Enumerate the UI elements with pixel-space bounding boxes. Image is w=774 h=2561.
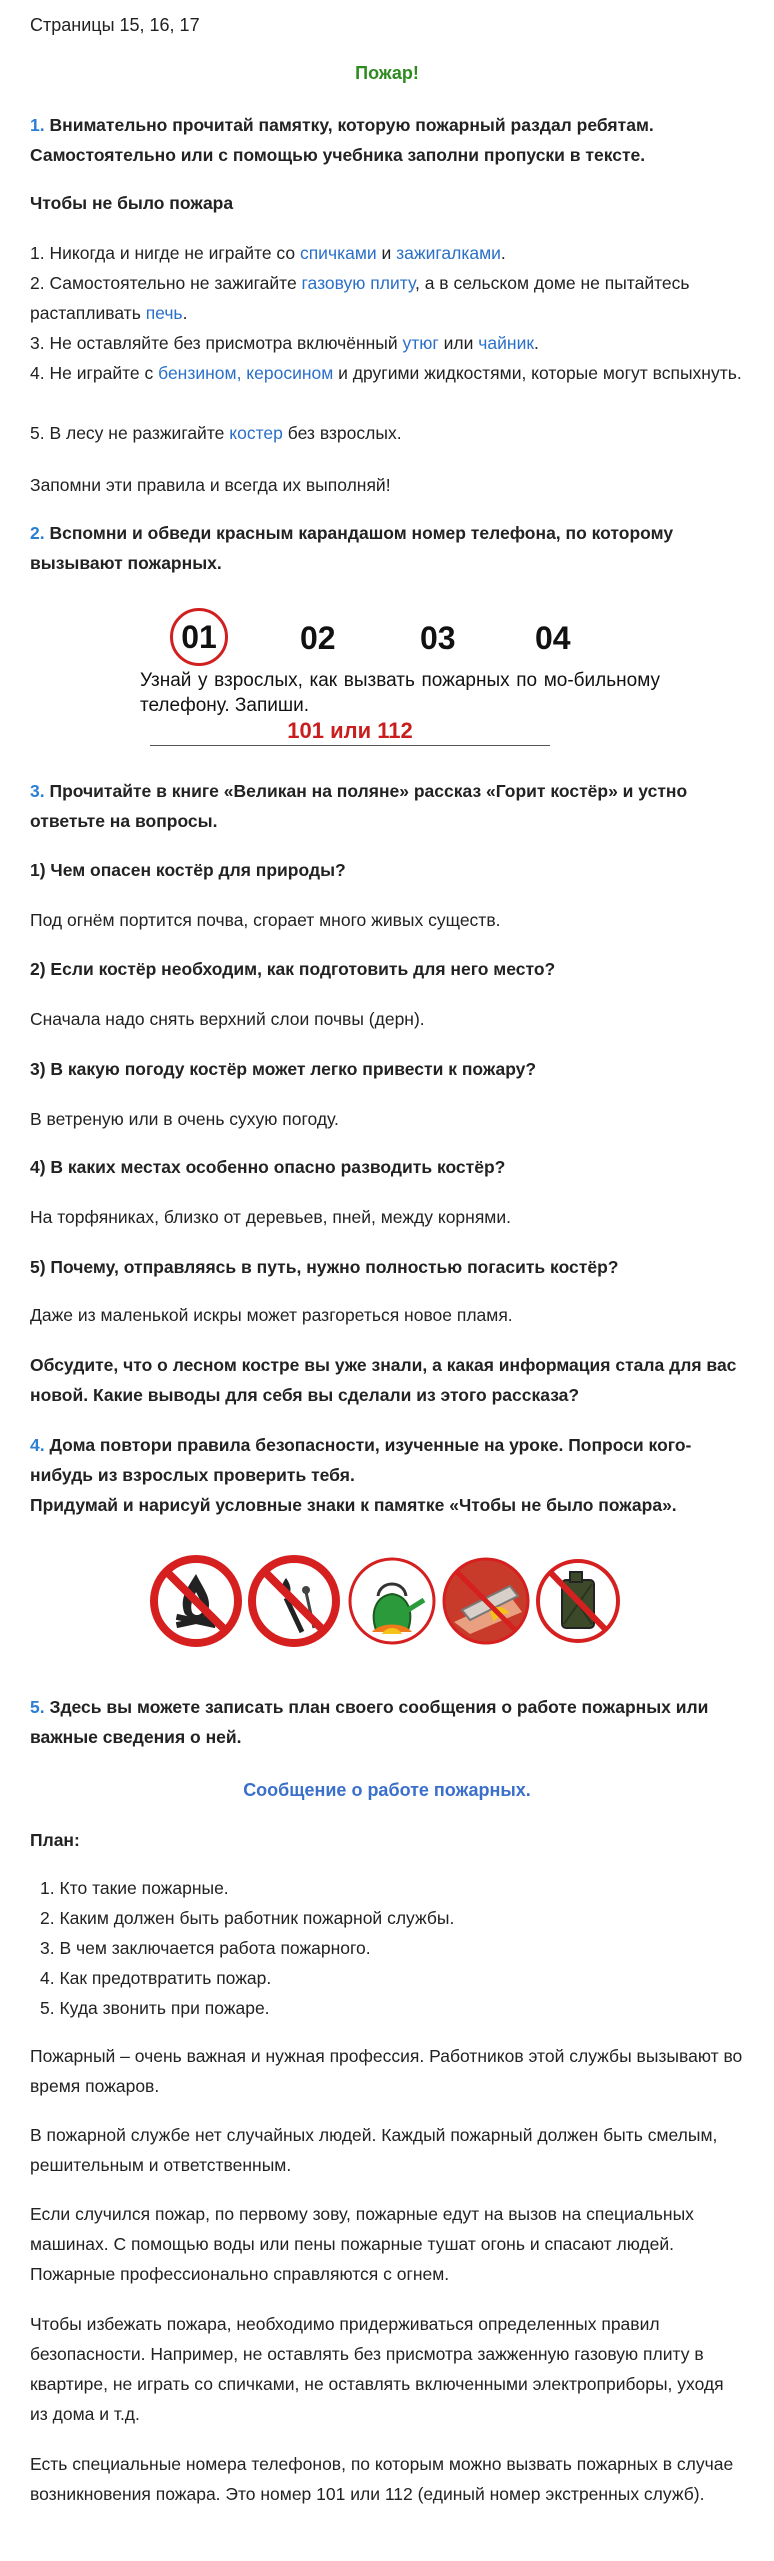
no-campfire-icon — [150, 1552, 242, 1650]
answer-5: Даже из маленькой искры может разгореться новое пламя. — [30, 1305, 513, 1325]
plan-item: 4. Как предотвратить пожар. — [40, 1968, 272, 1988]
rule-1-text-b: и — [376, 243, 397, 263]
task5-text: Здесь вы можете записать план своего сообщения о работе пожарных или важные сведения о ней. — [30, 1697, 709, 1747]
paragraph-1: Пожарный – очень важная и нужная профессия. Работников этой службы вызывают во время пожаров. — [30, 2046, 743, 2096]
iron-warning-icon — [440, 1552, 532, 1650]
pages-label: Страницы 15, 16, 17 — [30, 15, 200, 35]
task4-number: 4. — [30, 1435, 45, 1455]
task2-instruction — [30, 518, 744, 578]
memo-title: Чтобы не было пожара — [30, 193, 234, 213]
task1-number: 1. — [30, 115, 45, 135]
no-fuel-canister-icon — [534, 1552, 622, 1650]
remember-line: Запомни эти правила и всегда их выполняй! — [30, 475, 391, 495]
rule-1-text-a: 1. Никогда и нигде не играйте со — [30, 243, 300, 263]
task5-instruction — [30, 1692, 744, 1752]
rule-5 — [30, 418, 744, 448]
task3-text: Прочитайте в книге «Великан на поляне» рассказ «Горит костёр» и устно ответьте на вопросы. — [30, 781, 688, 831]
plan-item: 2. Каким должен быть работник пожарной службы. — [40, 1908, 455, 1928]
mobile-hint: Узнай у взрослых, как вызвать пожарных по мо-бильному телефону. Запиши. — [140, 670, 660, 716]
rule-3-text-b: или — [438, 333, 479, 353]
paragraph-3: Если случился пожар, по первому зову, пожарные едут на вызов на специальных машинах. С помощью воды или пены пожарные тушат огонь и спасают людей. Пожарные профессионально справляются с огнем. — [30, 2204, 694, 2284]
rule-4 — [30, 358, 744, 388]
plan-item: 3. В чем заключается работа пожарного. — [40, 1938, 371, 1958]
paragraph-4: Чтобы избежать пожара, необходимо придерживаться определенных правил безопасности. Например, не оставлять без присмотра зажженную газовую плиту в квартире, не играть со спичками, не оставлять включенными электроприборы, уходя из дома и т.д. — [30, 2314, 724, 2424]
rule-5-text-a: 5. В лесу не разжигайте — [30, 423, 230, 443]
rule-2-text-a: 2. Самостоятельно не зажигайте — [30, 273, 302, 293]
rule-4-text-b: и другими жидкостями, которые могут вспыхнуть. — [333, 363, 742, 383]
mobile-answer: 101 или 112 — [150, 716, 550, 746]
answer-3: В ветреную или в очень сухую погоду. — [30, 1109, 339, 1129]
rule-4-word-fuel[interactable]: бензином, керосином — [158, 363, 334, 383]
question-1: 1) Чем опасен костёр для природы? — [30, 860, 346, 880]
task2-text: Вспомни и обведи красным карандашом номер телефона, по которому вызывают пожарных. — [30, 523, 674, 573]
phone-04[interactable]: 04 — [535, 620, 571, 656]
task3-number: 3. — [30, 781, 45, 801]
no-matches-icon — [248, 1552, 340, 1650]
rule-1 — [30, 238, 744, 268]
discuss-prompt: Обсудите, что о лесном костре вы уже знали, а какая информация стала для вас новой. Какие выводы для себя вы сделали из этого рассказа? — [30, 1355, 737, 1405]
rule-2-word-gas-stove[interactable]: газовую плиту — [301, 273, 415, 293]
rule-3-text-a: 3. Не оставляйте без присмотра включённый — [30, 333, 403, 353]
question-3: 3) В какую погоду костёр может легко привести к пожару? — [30, 1059, 537, 1079]
question-5: 5) Почему, отправляясь в путь, нужно полностью погасить костёр? — [30, 1257, 619, 1277]
paragraph-5: Есть специальные номера телефонов, по которым можно вызвать пожарных в случае возникновения пожара. Это номер 101 или 112 (единый номер экстренных служб). — [30, 2454, 734, 2504]
task4-text: Дома повтори правила безопасности, изученные на уроке. Попроси кого-нибудь из взрослых проверить тебя. — [30, 1435, 692, 1485]
task1-text: Внимательно прочитай памятку, которую пожарный раздал ребятам. Самостоятельно или с помощью учебника заполни пропуски в тексте. — [30, 115, 654, 165]
rule-5-word-campfire[interactable]: костер — [229, 423, 283, 443]
paragraph-2: В пожарной службе нет случайных людей. Каждый пожарный должен быть смелым, решительным и ответственным. — [30, 2125, 718, 2175]
task5-number: 5. — [30, 1697, 45, 1717]
answer-4: На торфяниках, близко от деревьев, пней, между корнями. — [30, 1207, 511, 1227]
rule-3-word-iron[interactable]: утюг — [402, 333, 439, 353]
rule-2-text-b: , а в сельском доме не пытайтесь растапливать — [30, 273, 690, 323]
phone-01-circled[interactable]: 01 — [170, 608, 228, 666]
task2-number: 2. — [30, 523, 45, 543]
task4-instruction — [30, 1430, 744, 1490]
rule-3-word-kettle[interactable]: чайник — [478, 333, 535, 353]
answer-1: Под огнём портится почва, сгорает много живых существ. — [30, 910, 501, 930]
rule-3 — [30, 328, 744, 358]
task4-text2: Придумай и нарисуй условные знаки к памятке «Чтобы не было пожара». — [30, 1495, 677, 1515]
rule-2 — [30, 268, 744, 328]
question-4: 4) В каких местах особенно опасно разводить костёр? — [30, 1157, 506, 1177]
task1-instruction — [30, 110, 744, 170]
phone-03[interactable]: 03 — [420, 620, 456, 656]
plan-item: 5. Куда звонить при пожаре. — [40, 1998, 270, 2018]
question-2: 2) Если костёр необходим, как подготовить для него место? — [30, 959, 556, 979]
phone-numbers — [170, 608, 620, 668]
page-title: Пожар! — [355, 63, 419, 83]
task3-instruction — [30, 776, 744, 836]
answer-2: Сначала надо снять верхний слои почвы (дерн). — [30, 1009, 425, 1029]
rule-1-word-lighters[interactable]: зажигалками — [396, 243, 501, 263]
rule-5-text-b: без взрослых. — [282, 423, 402, 443]
kettle-warning-icon — [346, 1552, 438, 1650]
rule-2-word-stove[interactable]: печь — [145, 303, 183, 323]
plan-item: 1. Кто такие пожарные. — [40, 1878, 229, 1898]
warning-signs — [150, 1552, 580, 1656]
plan-list — [30, 1873, 744, 2023]
rule-1-word-matches[interactable]: спичками — [299, 243, 377, 263]
message-subheading: Сообщение о работе пожарных. — [243, 1780, 531, 1800]
rule-3-text-c: . — [534, 333, 539, 353]
rule-1-text-c: . — [500, 243, 506, 263]
rule-4-text-a: 4. Не играйте с — [30, 363, 159, 383]
rule-2-text-c: . — [182, 303, 188, 323]
plan-label: План: — [30, 1830, 80, 1850]
phone-02[interactable]: 02 — [300, 620, 336, 656]
